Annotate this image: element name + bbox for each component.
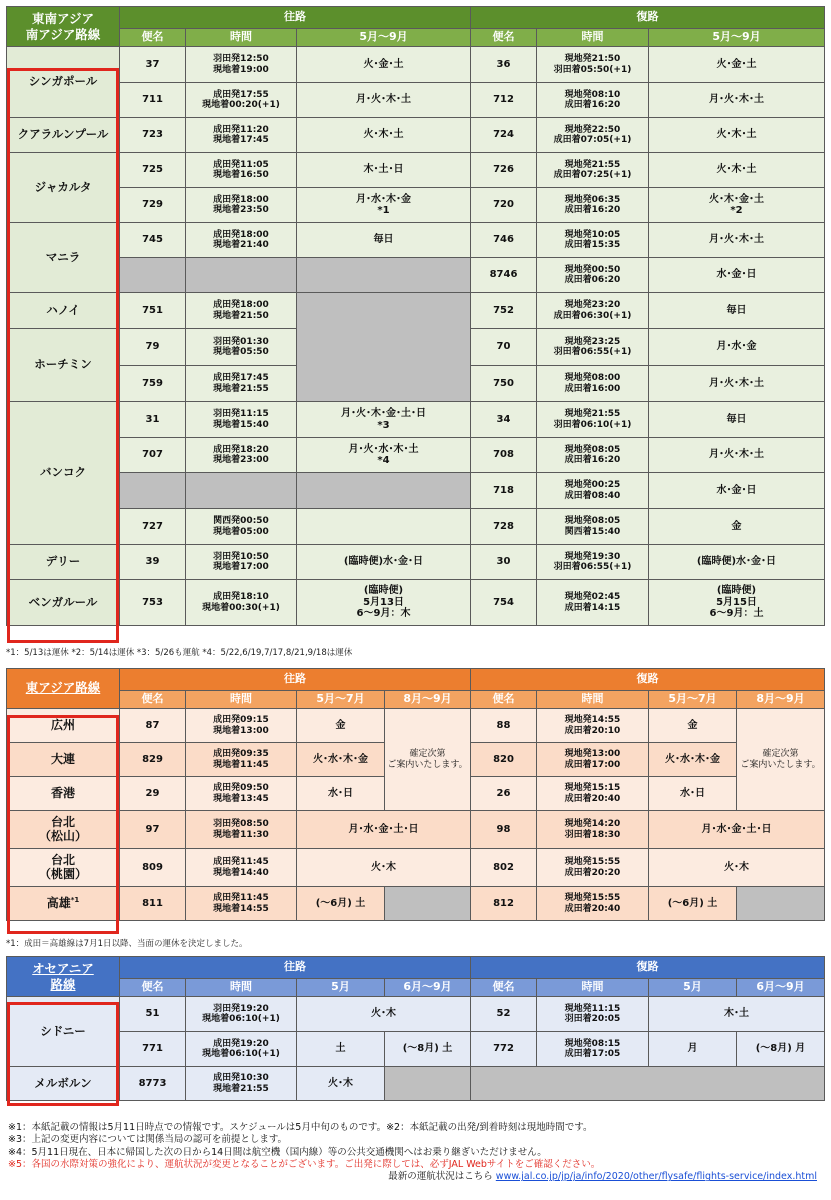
flight-no: 771 xyxy=(120,1032,186,1067)
time: 成田発11:20 現地着17:45 xyxy=(186,118,297,153)
city-guangzhou: 広州 xyxy=(7,709,120,743)
flight-no: 829 xyxy=(120,743,186,777)
table-row xyxy=(7,849,825,887)
time: 現地発00:25 成田着08:40 xyxy=(537,473,649,509)
days: 月･火･木･土 xyxy=(649,223,825,258)
table-row xyxy=(7,83,825,118)
table-row xyxy=(7,811,825,849)
table-row xyxy=(7,293,825,329)
city-sydney: シドニー xyxy=(7,997,120,1067)
flight-no: 745 xyxy=(120,223,186,258)
flight-no: 727 xyxy=(120,509,186,545)
table-row xyxy=(7,47,825,83)
days: 毎日 xyxy=(649,402,825,438)
days: 水･日 xyxy=(649,777,737,811)
empty-cell xyxy=(186,473,297,509)
time: 現地発15:55 成田着20:20 xyxy=(537,849,649,887)
days: (～6月) 土 xyxy=(649,887,737,921)
flight-no: 772 xyxy=(471,1032,537,1067)
flight-no: 812 xyxy=(471,887,537,921)
days: 水･日 xyxy=(297,777,385,811)
city-delhi: デリー xyxy=(7,545,120,580)
flight-no: 70 xyxy=(471,329,537,366)
time: 現地発08:00 成田着16:00 xyxy=(537,366,649,402)
table-row xyxy=(7,223,825,258)
flight-no: 820 xyxy=(471,743,537,777)
days: 水･金･日 xyxy=(649,473,825,509)
flight-no: 34 xyxy=(471,402,537,438)
days: 火･金･土 xyxy=(649,47,825,83)
table-row xyxy=(7,1032,825,1067)
time: 成田発18:20 現地着23:00 xyxy=(186,438,297,473)
days: (～8月) 土 xyxy=(385,1032,471,1067)
flight-no: 809 xyxy=(120,849,186,887)
col-time: 時間 xyxy=(537,29,649,47)
inbound-header: 復路 xyxy=(471,669,825,691)
empty-cell xyxy=(471,1067,825,1101)
col-period-2: 6月～9月 xyxy=(385,979,471,997)
time: 現地発23:20 成田着06:30(+1) xyxy=(537,293,649,329)
days: 火･水･木･金 xyxy=(297,743,385,777)
flight-no: 759 xyxy=(120,366,186,402)
time: 関西発00:50 現地着05:00 xyxy=(186,509,297,545)
time: 現地発11:15 羽田着20:05 xyxy=(537,997,649,1032)
time: 羽田発19:20 現地着06:10(+1) xyxy=(186,997,297,1032)
table-row xyxy=(7,258,825,293)
time: 成田発09:35 現地着11:45 xyxy=(186,743,297,777)
flight-no: 751 xyxy=(120,293,186,329)
col-period-1: 5月～7月 xyxy=(297,691,385,709)
city-dalian: 大連 xyxy=(7,743,120,777)
time: 成田発17:45 現地着21:55 xyxy=(186,366,297,402)
tbd-cell: 確定次第 ご案内いたします。 xyxy=(737,709,825,811)
empty-cell xyxy=(186,258,297,293)
time: 成田発18:00 現地着21:50 xyxy=(186,293,297,329)
days: 火･木 xyxy=(297,849,471,887)
flight-no: 52 xyxy=(471,997,537,1032)
city-bangkok: バンコク xyxy=(7,402,120,545)
outbound-header: 往路 xyxy=(120,669,471,691)
days: 火･水･木･金 xyxy=(649,743,737,777)
city-hanoi: ハノイ xyxy=(7,293,120,329)
days: 火･木･土 xyxy=(649,153,825,188)
time: 現地発02:45 成田着14:15 xyxy=(537,580,649,626)
time: 成田発11:45 現地着14:55 xyxy=(186,887,297,921)
city-melbourne: メルボルン xyxy=(7,1067,120,1101)
time: 現地発21:55 成田着07:25(+1) xyxy=(537,153,649,188)
days: 火･金･土 xyxy=(297,47,471,83)
days: 金 xyxy=(649,509,825,545)
table-row xyxy=(7,473,825,509)
footnote: ※3：上記の変更内容については関係当局の認可を前提とします。 xyxy=(8,1134,288,1146)
flight-no: 718 xyxy=(471,473,537,509)
time: 成田発11:45 現地着14:40 xyxy=(186,849,297,887)
table-row xyxy=(7,1067,825,1101)
col-time: 時間 xyxy=(186,691,297,709)
flight-no: 79 xyxy=(120,329,186,366)
latest-label: 最新の運航状況はこちら xyxy=(388,1171,493,1183)
col-time: 時間 xyxy=(186,979,297,997)
city-kaohsiung xyxy=(7,887,120,921)
table-row xyxy=(7,118,825,153)
city-kuala-lumpur: クアラルンプール xyxy=(7,118,120,153)
days: (～8月) 月 xyxy=(737,1032,825,1067)
flight-no: 724 xyxy=(471,118,537,153)
east-asia-table xyxy=(6,668,825,921)
flight-no: 750 xyxy=(471,366,537,402)
flight-no: 98 xyxy=(471,811,537,849)
time: 成田発19:20 現地着06:10(+1) xyxy=(186,1032,297,1067)
days: 土 xyxy=(297,1032,385,1067)
time: 現地発21:55 羽田着06:10(+1) xyxy=(537,402,649,438)
flight-no: 746 xyxy=(471,223,537,258)
col-period-1: 5月 xyxy=(649,979,737,997)
time: 成田発18:00 現地着21:40 xyxy=(186,223,297,258)
empty-cell xyxy=(737,887,825,921)
time: 羽田発11:15 現地着15:40 xyxy=(186,402,297,438)
days: 月･火･水･木･土 *4 xyxy=(297,438,471,473)
col-period-1: 5月～7月 xyxy=(649,691,737,709)
days: (臨時便) 5月15日 6～9月：土 xyxy=(649,580,825,626)
days: 火･木･土 xyxy=(297,118,471,153)
outbound-header: 往路 xyxy=(120,957,471,979)
col-time: 時間 xyxy=(186,29,297,47)
city-jakarta: ジャカルタ xyxy=(7,153,120,223)
empty-cell xyxy=(385,1067,471,1101)
table-row xyxy=(7,709,825,743)
time: 現地発08:05 関西着15:40 xyxy=(537,509,649,545)
table-row xyxy=(7,509,825,545)
days xyxy=(297,509,471,545)
col-flight: 便名 xyxy=(120,979,186,997)
col-period-2: 6月～9月 xyxy=(737,979,825,997)
table-row xyxy=(7,402,825,438)
time: 現地発14:20 羽田着18:30 xyxy=(537,811,649,849)
days: 水･金･日 xyxy=(649,258,825,293)
empty-cell xyxy=(297,473,471,509)
empty-cell xyxy=(297,293,471,402)
flight-no: 26 xyxy=(471,777,537,811)
col-flight: 便名 xyxy=(471,29,537,47)
flight-no: 37 xyxy=(120,47,186,83)
tbd-cell: 確定次第 ご案内いたします。 xyxy=(385,709,471,811)
city-singapore: シンガポール xyxy=(7,47,120,118)
time: 羽田発08:50 現地着11:30 xyxy=(186,811,297,849)
outbound-header: 往路 xyxy=(120,7,471,29)
days: 金 xyxy=(297,709,385,743)
days: 月･火･木･土 xyxy=(649,366,825,402)
time: 現地発22:50 成田着07:05(+1) xyxy=(537,118,649,153)
days: (臨時便)水･金･日 xyxy=(649,545,825,580)
footnote-warning: ※5：各国の水際対策の強化により、運航状況が変更となることがございます。ご出発に際しては、必ずJAL Webサイトをご確認ください。 xyxy=(8,1159,601,1171)
southeast-asia-table xyxy=(6,6,825,626)
col-flight: 便名 xyxy=(471,691,537,709)
footnote: ※1：本紙記載の情報は5月11日時点での情報です。スケジュールは5月中旬のものです。※2：本紙記載の出発/到着時刻は現地時間です。 xyxy=(8,1122,593,1133)
time: 羽田発12:50 現地着19:00 xyxy=(186,47,297,83)
col-flight: 便名 xyxy=(471,979,537,997)
flight-no: 720 xyxy=(471,188,537,223)
footnote: ※4：5月11日現在、日本に帰国した次の日から14日間は航空機（国内線）等の公共交通機関へはお乗り継ぎいただけません。 xyxy=(8,1146,547,1158)
inbound-header: 復路 xyxy=(471,7,825,29)
section-title: 東アジア路線 xyxy=(7,669,120,709)
flight-no: 707 xyxy=(120,438,186,473)
time: 成田発09:50 現地着13:45 xyxy=(186,777,297,811)
flight-no: 753 xyxy=(120,580,186,626)
table-row xyxy=(7,153,825,188)
oceania-table xyxy=(6,956,825,1101)
table-row xyxy=(7,887,825,921)
table-row xyxy=(7,545,825,580)
flight-no: 811 xyxy=(120,887,186,921)
city-taipei-taoyuan: 台北 （桃園） xyxy=(7,849,120,887)
days: 月･火･木･土 xyxy=(297,83,471,118)
days: 月･水･金･土･日 xyxy=(297,811,471,849)
time: 現地発08:05 成田着16:20 xyxy=(537,438,649,473)
empty-cell xyxy=(297,258,471,293)
flight-no: 712 xyxy=(471,83,537,118)
flight-no: 51 xyxy=(120,997,186,1032)
time: 成田発09:15 現地着13:00 xyxy=(186,709,297,743)
flight-no: 8773 xyxy=(120,1067,186,1101)
city-hong-kong: 香港 xyxy=(7,777,120,811)
days: 月･水･金 xyxy=(649,329,825,366)
days: 毎日 xyxy=(297,223,471,258)
empty-cell xyxy=(120,473,186,509)
city-bengaluru: ベンガルール xyxy=(7,580,120,626)
time: 現地発13:00 成田着17:00 xyxy=(537,743,649,777)
time: 羽田発01:30 現地着05:50 xyxy=(186,329,297,366)
table-row xyxy=(7,188,825,223)
col-period-2: 8月～9月 xyxy=(385,691,471,709)
section-title: 東南アジア 南アジア路線 xyxy=(7,7,120,47)
col-period-1: 5月 xyxy=(297,979,385,997)
days: 金 xyxy=(649,709,737,743)
days: (臨時便) 5月13日 6～9月：木 xyxy=(297,580,471,626)
time: 現地発21:50 羽田着05:50(+1) xyxy=(537,47,649,83)
flight-no: 752 xyxy=(471,293,537,329)
time: 現地発00:50 成田着06:20 xyxy=(537,258,649,293)
days: (～6月) 土 xyxy=(297,887,385,921)
city-ho-chi-minh: ホーチミン xyxy=(7,329,120,402)
flight-no: 802 xyxy=(471,849,537,887)
section-title: オセアニア 路線 xyxy=(7,957,120,997)
days: 月･水･木･金 *1 xyxy=(297,188,471,223)
col-flight: 便名 xyxy=(120,691,186,709)
table-row xyxy=(7,438,825,473)
flight-no: 754 xyxy=(471,580,537,626)
empty-cell xyxy=(120,258,186,293)
time: 成田発18:10 現地着00:30(+1) xyxy=(186,580,297,626)
col-period: 5月～9月 xyxy=(297,29,471,47)
time: 現地発08:15 成田着17:05 xyxy=(537,1032,649,1067)
flight-no: 729 xyxy=(120,188,186,223)
inbound-header: 復路 xyxy=(471,957,825,979)
flight-no: 726 xyxy=(471,153,537,188)
flight-no: 708 xyxy=(471,438,537,473)
table-row xyxy=(7,997,825,1032)
time: 現地発06:35 成田着16:20 xyxy=(537,188,649,223)
time: 現地発19:30 羽田着06:55(+1) xyxy=(537,545,649,580)
time: 成田発10:30 現地着21:55 xyxy=(186,1067,297,1101)
time: 成田発11:05 現地着16:50 xyxy=(186,153,297,188)
flight-no: 97 xyxy=(120,811,186,849)
flight-no: 39 xyxy=(120,545,186,580)
days: (臨時便)水･金･日 xyxy=(297,545,471,580)
latest-status xyxy=(8,1171,823,1183)
flight-no: 8746 xyxy=(471,258,537,293)
flight-no: 88 xyxy=(471,709,537,743)
status-link[interactable]: www.jal.co.jp/jp/ja/info/2020/other/flysafe/flights-service/index.html xyxy=(495,1171,817,1183)
city-manila: マニラ xyxy=(7,223,120,293)
col-period-2: 8月～9月 xyxy=(737,691,825,709)
empty-cell xyxy=(385,887,471,921)
col-time: 時間 xyxy=(537,691,649,709)
footnotes xyxy=(8,1122,823,1184)
flight-no: 728 xyxy=(471,509,537,545)
days: 火･木･金･土 *2 xyxy=(649,188,825,223)
col-flight: 便名 xyxy=(120,29,186,47)
days: 月･火･木･土 xyxy=(649,438,825,473)
time: 現地発14:55 成田着20:10 xyxy=(537,709,649,743)
section-note: *1：成田＝高雄線は7月1日以降、当面の運休を決定しました。 xyxy=(6,939,248,949)
days: 月 xyxy=(649,1032,737,1067)
table-row xyxy=(7,580,825,626)
days: 火･木･土 xyxy=(649,118,825,153)
days: 火･木 xyxy=(297,997,471,1032)
days: 木･土 xyxy=(649,997,825,1032)
city-label: 高雄 xyxy=(46,896,71,911)
time: 現地発08:10 成田着16:20 xyxy=(537,83,649,118)
time: 現地発10:05 成田着15:35 xyxy=(537,223,649,258)
days: 毎日 xyxy=(649,293,825,329)
days: 火･木 xyxy=(649,849,825,887)
section-note: *1：5/13は運休 *2：5/14は運休 *3：5/26も運航 *4：5/22,6/19,7/17,8/21,9/18は運休 xyxy=(6,648,353,658)
days: 月･火･木･金･土･日 *3 xyxy=(297,402,471,438)
footnote-mark: *1 xyxy=(70,896,80,905)
time: 成田発17:55 現地着00:20(+1) xyxy=(186,83,297,118)
city-taipei-songshan: 台北 （松山） xyxy=(7,811,120,849)
time: 羽田発10:50 現地着17:00 xyxy=(186,545,297,580)
days: 火･木 xyxy=(297,1067,385,1101)
flight-no: 711 xyxy=(120,83,186,118)
flight-no: 725 xyxy=(120,153,186,188)
flight-no: 723 xyxy=(120,118,186,153)
flight-no: 87 xyxy=(120,709,186,743)
days: 木･土･日 xyxy=(297,153,471,188)
time: 現地発15:15 成田着20:40 xyxy=(537,777,649,811)
col-time: 時間 xyxy=(537,979,649,997)
time: 現地発23:25 羽田着06:55(+1) xyxy=(537,329,649,366)
time: 現地発15:55 成田着20:40 xyxy=(537,887,649,921)
days: 月･水･金･土･日 xyxy=(649,811,825,849)
days: 月･火･木･土 xyxy=(649,83,825,118)
flight-no: 29 xyxy=(120,777,186,811)
flight-no: 36 xyxy=(471,47,537,83)
col-period: 5月～9月 xyxy=(649,29,825,47)
flight-no: 31 xyxy=(120,402,186,438)
flight-no: 30 xyxy=(471,545,537,580)
time: 成田発18:00 現地着23:50 xyxy=(186,188,297,223)
